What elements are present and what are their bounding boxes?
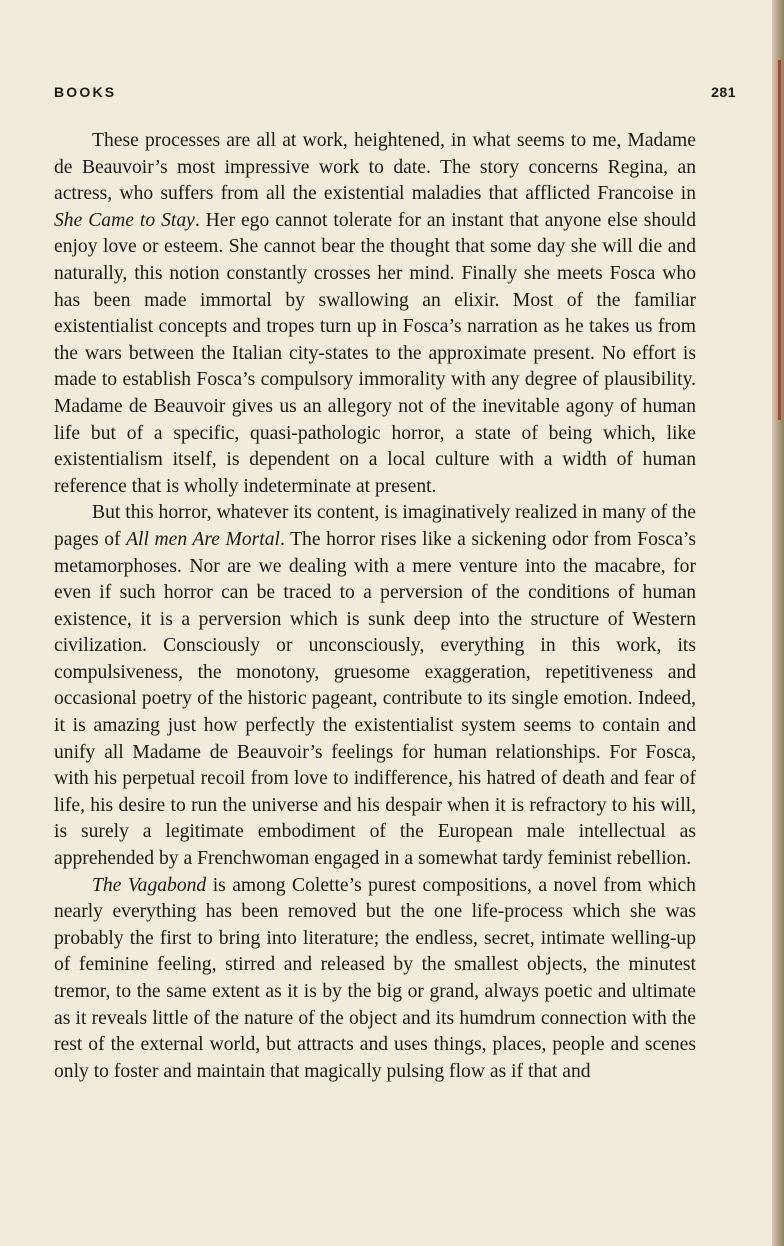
- book-title: The Vagabond: [92, 874, 207, 896]
- paragraph: [54, 873, 696, 1086]
- page-edge-mark: [778, 60, 781, 420]
- body-text: [54, 128, 696, 1085]
- running-head: BOOKS: [54, 84, 117, 100]
- paragraph: [54, 500, 696, 872]
- page-header: [54, 84, 736, 108]
- page-number: 281: [711, 84, 736, 100]
- text-run: . Her ego cannot tolerate for an instant that anyone else should enjoy love or esteem. She cannot bear the thought that some day she will die and naturally, this notion constantly crosses her mind. Finally she meets Fosca who has been made immortal by swallowing an elixir. Most of the familiar existentialist concepts and tropes turn up in Fosca’s narration as he takes us from the wars between the Italian city-states to the approximate present. No effort is made to establish Fosca’s compulsory immorality with any degree of plausibility. Madame de Beauvoir gives us an allegory not of the inevitable agony of human life but of a specific, quasi-pathologic horror, a state of being which, like existentialism itself, is dependent on a local culture with a width of human reference that is wholly indeterminate at present.: [54, 209, 696, 497]
- book-title: She Came to Stay: [54, 209, 195, 231]
- text-run: But this horror, whatever its content, is imaginatively realized in many of the pages of: [54, 502, 696, 550]
- text-run: . The horror rises like a sickening odor from Fosca’s metamorphoses. Nor are we dealing with a mere venture into the macabre, for even if such horror can be traced to a perversion of the conditions of human existence, it is a perversion which is sunk deep into the structure of Western civilization. Consciously or unconsciously, everything in this work, its compulsiveness, the monotony, gruesome exaggeration, repetitiveness and occasional poetry of the historic pageant, contribute to its single emotion. Indeed, it is amazing just how perfectly the existentialist system seems to contain and unify all Madame de Beauvoir’s feelings for human relationships. For Fosca, with his perpetual recoil from love to indifference, his hatred of death and fear of life, his desire to run the universe and his despair when it is refractory to his will, is surely a legitimate embodiment of the European male intellectual as apprehended by a Frenchwoman engaged in a somewhat tardy feminist rebellion.: [54, 528, 696, 870]
- text-run: is among Colette’s purest compositions, a novel from which nearly everything has been removed but the one life-process which she was probably the first to bring into literature; the endless, secret, intimate welling-up of feminine feeling, stirred and released by the smallest objects, the minutest tremor, to the same extent as it is by the big or grand, always poetic and ultimate as it reveals little of the nature of the object and its humdrum connection with the rest of the external world, but attracts and uses things, places, people and scenes only to foster and maintain that magically pulsing flow as if that and: [54, 874, 696, 1082]
- book-title: All men Are Mortal: [126, 528, 280, 550]
- text-run: These processes are all at work, heightened, in what seems to me, Madame de Beauvoir’s most impressive work to date. The story concerns Regina, an actress, who suffers from all the existential maladies that afflicted Francoise in: [54, 130, 696, 205]
- paragraph: [54, 128, 696, 500]
